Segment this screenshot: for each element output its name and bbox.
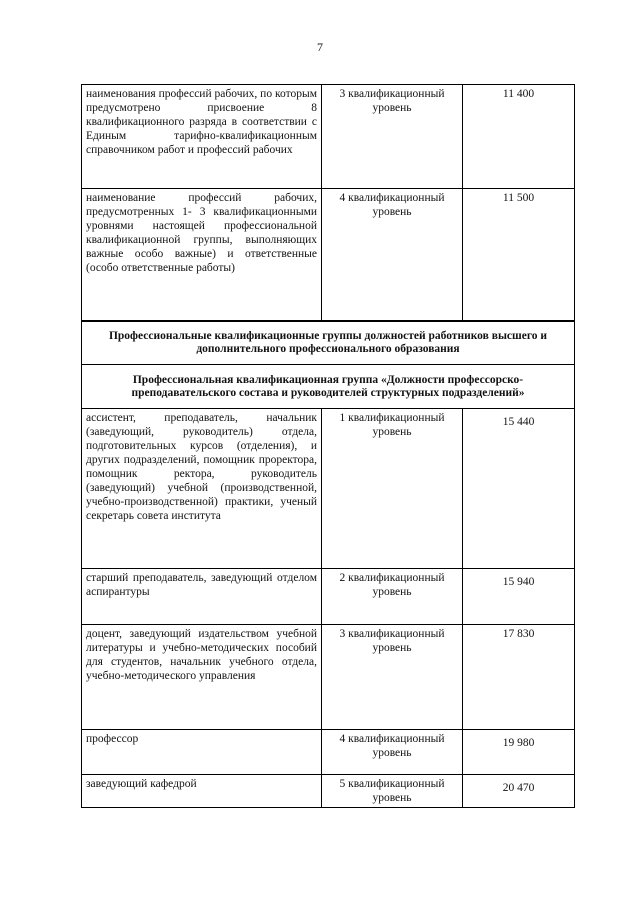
salary-value: 17 830 — [463, 625, 575, 730]
subgroup-header: Профессиональная квалификационная группа «Должности профессорско-преподавательского состава и руководителей структурных подразделений» — [82, 365, 575, 409]
qualification-level: 4 квалификационный уровень — [322, 189, 463, 321]
table-row — [82, 409, 575, 569]
table-row — [82, 625, 575, 730]
qualification-level: 2 квалификационный уровень — [322, 569, 463, 625]
salary-table — [81, 84, 575, 808]
salary-value: 20 470 — [463, 775, 575, 808]
salary-value: 19 980 — [463, 730, 575, 775]
profession-description: доцент, заведующий издательством учебной литературы и учебно-методических пособий для студентов, начальник учебного отдела, учебно-методического управления — [82, 625, 322, 730]
profession-description: старший преподаватель, заведующий отделом аспирантуры — [82, 569, 322, 625]
profession-description: ассистент, преподаватель, начальник (заведующий, руководитель) отдела, подготовительных курсов (отделения), и других подразделений, помощник проректора, помощник ректора, руководитель (заведующий) учебной (производственной, учебно-производственной) практики, ученый секретарь совета института — [82, 409, 322, 569]
profession-description: наименования профессий рабочих, по которым предусмотрено присвоение 8 квалификационного разряда в соответствии с Единым тарифно-квалификационным справочником работ и профессий рабочих — [82, 85, 322, 189]
table-row — [82, 775, 575, 808]
salary-value: 15 940 — [463, 569, 575, 625]
qualification-level: 1 квалификационный уровень — [322, 409, 463, 569]
qualification-level: 4 квалификационный уровень — [322, 730, 463, 775]
qualification-level: 3 квалификационный уровень — [322, 625, 463, 730]
profession-description: заведующий кафедрой — [82, 775, 322, 808]
salary-value: 11 500 — [463, 189, 575, 321]
table-row — [82, 85, 575, 189]
group-header: Профессиональные квалификационные группы должностей работников высшего и дополнительного профессионального образования — [82, 321, 575, 365]
qualification-level: 3 квалификационный уровень — [322, 85, 463, 189]
salary-value: 15 440 — [463, 409, 575, 569]
page-number: 7 — [317, 40, 323, 54]
table-row — [82, 730, 575, 775]
profession-description: профессор — [82, 730, 322, 775]
profession-description: наименование профессий рабочих, предусмотренных 1- 3 квалификационными уровнями настоящей профессиональной квалификационной группы, выполняющих важные особо важные) и ответственные (особо ответственные работы) — [82, 189, 322, 321]
table-row — [82, 189, 575, 321]
qualification-level: 5 квалификационный уровень — [322, 775, 463, 808]
table-row — [82, 569, 575, 625]
salary-value: 11 400 — [463, 85, 575, 189]
table-row — [82, 365, 575, 409]
table-row — [82, 321, 575, 365]
